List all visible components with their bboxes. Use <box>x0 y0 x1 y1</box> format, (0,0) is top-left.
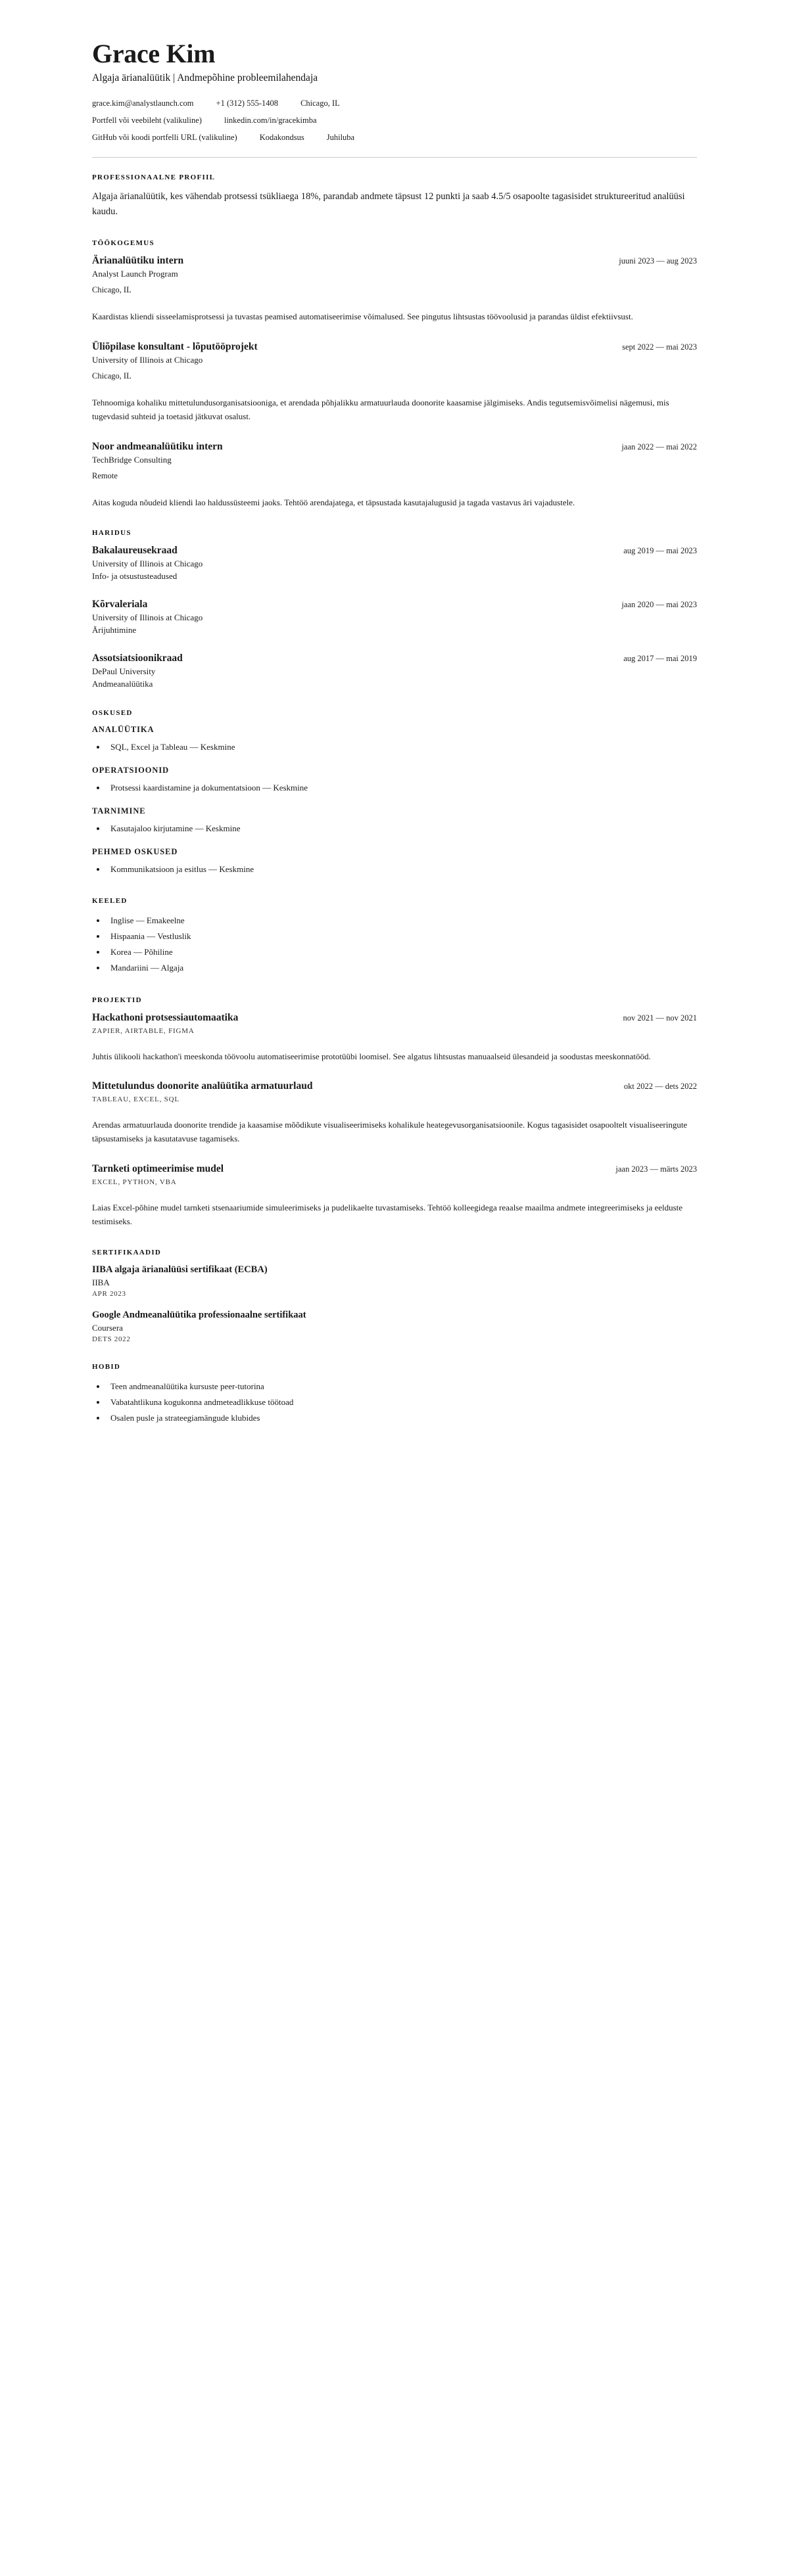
education-field: Ärijuhtimine <box>92 625 137 635</box>
experience-entry <box>92 255 697 323</box>
certification-issuer: Coursera <box>92 1322 123 1333</box>
education-date: aug 2019 — mai 2023 <box>623 546 697 556</box>
project-name: Hackathoni protsessiautomaatika <box>92 1011 239 1023</box>
skill-item: • Kommunikatsioon ja esitlus — Keskmine <box>107 862 697 877</box>
skill-group <box>92 806 697 837</box>
section-title-languages: KEELED <box>92 897 128 906</box>
certification-entry <box>92 1310 697 1343</box>
education-school: DePaul University <box>92 666 156 677</box>
language-item: • Inglise — Emakeelne <box>107 913 697 929</box>
project-tags: ZAPIER, AIRTABLE, FIGMA <box>92 1026 195 1035</box>
contact-portfolio: Portfell või veebileht (valikuline) <box>92 116 202 125</box>
education-date: jaan 2020 — mai 2023 <box>621 600 697 610</box>
experience-location: Chicago, IL <box>92 371 132 380</box>
education-entry-head <box>92 599 697 610</box>
contact-phone: +1 (312) 555-1408 <box>216 99 279 108</box>
section-certifications <box>92 1249 697 1343</box>
project-entry-head <box>92 1080 697 1092</box>
section-title-skills: OSKUSED <box>92 709 133 718</box>
contact-row-3 <box>92 133 697 143</box>
section-title-education: HARIDUS <box>92 529 132 538</box>
hobby-list <box>92 1379 697 1426</box>
header-divider <box>92 157 697 158</box>
section-hobbies <box>92 1363 697 1426</box>
language-item: • Hispaania — Vestluslik <box>107 929 697 944</box>
skill-list <box>92 821 697 837</box>
section-skills <box>92 709 697 877</box>
skill-list <box>92 780 697 796</box>
education-entry <box>92 545 697 582</box>
education-degree: Assotsiatsioonikraad <box>92 653 183 664</box>
education-entry <box>92 599 697 635</box>
experience-description: Aitas koguda nõudeid kliendi lao haldussüsteemi jaoks. Tehtöö arendajatega, et täpsustada kasutajalugusid ja tagada vastavus äri vajadustele. <box>92 497 575 507</box>
certification-issuer: IIBA <box>92 1277 110 1287</box>
certification-date: APR 2023 <box>92 1289 126 1298</box>
headline: Algaja ärianalüütik | Andmepõhine probleemilahendaja <box>92 72 318 83</box>
page-title: Grace Kim <box>92 39 216 68</box>
certification-name: IIBA algaja ärianalüüsi sertifikaat (ECBA) <box>92 1264 268 1275</box>
experience-entry-head <box>92 441 697 453</box>
education-school: University of Illinois at Chicago <box>92 612 203 623</box>
skill-item: • Kasutajaloo kirjutamine — Keskmine <box>107 821 697 837</box>
skill-list <box>92 739 697 755</box>
section-experience <box>92 239 697 509</box>
resume-header <box>92 39 697 143</box>
contact-citizenship: Kodakondsus <box>259 133 304 142</box>
project-entry-head <box>92 1012 697 1024</box>
skill-group-title: PEHMED OSKUSED <box>92 847 178 857</box>
certification-date: DETS 2022 <box>92 1335 131 1343</box>
contact-email: grace.kim@analystlaunch.com <box>92 99 194 108</box>
section-summary <box>92 173 697 219</box>
skill-group <box>92 725 697 755</box>
project-entry-head <box>92 1163 697 1175</box>
skill-item: • Protsessi kaardistamine ja dokumentatsioon — Keskmine <box>107 780 697 796</box>
project-tags: EXCEL, PYTHON, VBA <box>92 1178 177 1186</box>
summary-text: Algaja ärianalüütik, kes vähendab protsessi tsükliaega 18%, parandab andmete täpsust 12 punkti ja saab 4.5/5 osapoolte tagasisidet struktureeritud analüüsi kaudu. <box>92 191 685 218</box>
contact-location: Chicago, IL <box>300 99 340 108</box>
section-title-summary: PROFESSIONAALNE PROFIIL <box>92 173 216 181</box>
experience-entry-head <box>92 255 697 267</box>
education-field: Info- ja otsustusteadused <box>92 571 178 582</box>
section-projects <box>92 996 697 1229</box>
skill-group-title: OPERATSIOONID <box>92 766 170 775</box>
skill-item: • SQL, Excel ja Tableau — Keskmine <box>107 739 697 755</box>
language-list <box>92 913 697 976</box>
project-date: jaan 2023 — märts 2023 <box>615 1164 697 1174</box>
project-entry <box>92 1080 697 1146</box>
experience-role: Üliõpilase konsultant - lõputööprojekt <box>92 340 258 352</box>
education-school: University of Illinois at Chicago <box>92 559 203 569</box>
experience-role: Ärianalüütiku intern <box>92 255 184 267</box>
education-date: aug 2017 — mai 2019 <box>623 654 697 664</box>
certification-entry <box>92 1264 697 1298</box>
hobby-item: • Vabatahtlikuna kogukonna andmeteadlikkuse töötoad <box>107 1394 697 1410</box>
certification-name: Google Andmeanalüütika professionaalne sertifikaat <box>92 1309 306 1320</box>
project-name: Mittetulundus doonorite analüütika armatuurlaud <box>92 1080 313 1092</box>
contact-row-2 <box>92 116 697 126</box>
skill-group <box>92 847 697 877</box>
experience-org: University of Illinois at Chicago <box>92 354 203 365</box>
project-tags: TABLEAU, EXCEL, SQL <box>92 1095 179 1103</box>
project-description: Laias Excel-põhine mudel tarnketi stsenaariumide simuleerimiseks ja pudelikaelte tuvastamiseks. Tehtöö kolleegidega reaalse maailma andmete integreerimiseks ja eelduste testimiseks. <box>92 1202 683 1227</box>
section-education <box>92 529 697 689</box>
skill-group-title: TARNIMINE <box>92 806 146 816</box>
experience-org: TechBridge Consulting <box>92 454 172 465</box>
skill-group <box>92 766 697 796</box>
education-degree: Bakalaureusekraad <box>92 545 178 557</box>
section-languages <box>92 897 697 976</box>
project-entry <box>92 1163 697 1229</box>
project-description: Arendas armatuurlauda doonorite trendide ja kaasamise mõõdikute visualiseerimiseks kohalikule heategevusorganisatsioonile. Kogus tagasisidet osapooltelt visualiseeringute täpsustamiseks ja kasutatavuse tagamiseks. <box>92 1119 688 1144</box>
project-date: okt 2022 — dets 2022 <box>623 1081 697 1091</box>
experience-role: Noor andmeanalüütiku intern <box>92 440 223 452</box>
section-title-certifications: SERTIFIKAADID <box>92 1248 162 1256</box>
project-entry <box>92 1012 697 1063</box>
experience-description: Tehnoomiga kohaliku mittetulundusorganisatsiooniga, et arendada põhjalikku armatuurlauda doonorite kaasamise jälgimiseks. Andis tegutsemisvõimelisi nägemusi, mis tugevdasid suhteid ja toetasid jätkuvat osalust. <box>92 397 669 422</box>
contact-linkedin[interactable]: linkedin.com/in/gracekimba <box>224 116 317 125</box>
section-title-hobbies: HOBID <box>92 1362 121 1371</box>
education-field: Andmeanalüütika <box>92 679 153 689</box>
experience-entry <box>92 441 697 509</box>
experience-date: jaan 2022 — mai 2022 <box>621 442 697 451</box>
contact-driving-license: Juhiluba <box>326 133 355 142</box>
education-degree: Kõrvaleriala <box>92 599 148 610</box>
hobby-item: • Osalen pusle ja strateegiamängude klubides <box>107 1410 697 1426</box>
experience-location: Remote <box>92 471 118 480</box>
experience-location: Chicago, IL <box>92 285 132 295</box>
section-title-projects: PROJEKTID <box>92 996 142 1004</box>
project-name: Tarnketi optimeerimise mudel <box>92 1162 224 1174</box>
experience-entry-head <box>92 341 697 353</box>
project-description: Juhtis ülikooli hackathon'i meeskonda töövoolu automatiseerimise prototüübi loomisel. See algatus lihtsustas manuaalseid ülesandeid ja soodustas meeskonnatööd. <box>92 1051 651 1061</box>
skill-list <box>92 862 697 877</box>
language-item: • Mandariini — Algaja <box>107 960 697 976</box>
hobby-item: • Teen andmeanalüütika kursuste peer-tutorina <box>107 1379 697 1394</box>
experience-date: sept 2022 — mai 2023 <box>622 342 697 352</box>
experience-org: Analyst Launch Program <box>92 269 178 279</box>
skill-group-title: ANALÜÜTIKA <box>92 725 155 735</box>
contact-github: GitHub või koodi portfelli URL (valikuline) <box>92 133 237 142</box>
experience-entry <box>92 341 697 424</box>
project-date: nov 2021 — nov 2021 <box>623 1013 697 1023</box>
experience-description: Kaardistas kliendi sisseelamisprotsessi ja tuvastas peamised automatiseerimise võimalused. See pingutus lihtsustas töövoolusid ja parandas üldist efektiivsust. <box>92 311 633 322</box>
education-entry-head <box>92 653 697 664</box>
experience-date: juuni 2023 — aug 2023 <box>619 256 697 266</box>
section-title-experience: TÖÖKOGEMUS <box>92 239 155 248</box>
language-item: • Korea — Põhiline <box>107 944 697 960</box>
education-entry-head <box>92 545 697 557</box>
education-entry <box>92 653 697 689</box>
contact-row-1 <box>92 99 697 108</box>
